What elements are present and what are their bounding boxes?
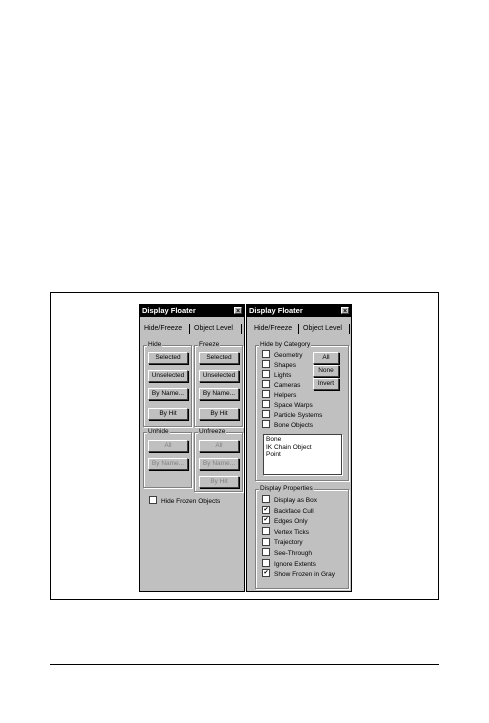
hide-group <box>143 341 192 427</box>
tab-object-level[interactable]: Object Level <box>303 325 342 332</box>
group-label: Hide by Category <box>260 341 311 348</box>
checkbox-label: Display as Box <box>274 497 317 504</box>
hide-by-category-group <box>255 341 349 481</box>
display-properties-group <box>255 485 349 589</box>
unfreeze-by-hit-button[interactable]: By Hit <box>199 476 239 488</box>
group-label: Display Properties <box>260 485 313 492</box>
checkbox-box[interactable] <box>262 548 270 556</box>
checkbox-box[interactable] <box>262 410 270 418</box>
checkbox-box[interactable] <box>262 370 270 378</box>
category-checkbox-helpers[interactable] <box>262 391 296 400</box>
checkbox-box[interactable] <box>262 527 270 535</box>
checkmark-icon[interactable]: ✔ <box>263 517 269 524</box>
unfreeze-by-name-button[interactable]: By Name... <box>199 458 239 470</box>
category-checkbox-geometry[interactable] <box>262 351 303 360</box>
category-invert-button[interactable]: Invert <box>313 378 339 390</box>
category-list[interactable] <box>263 434 342 475</box>
checkbox-label: Space Warps <box>274 402 313 409</box>
display-floater-hide-freeze-panel <box>139 304 245 592</box>
checkmark-icon[interactable]: ✔ <box>263 506 269 513</box>
checkbox-label: Cameras <box>274 382 301 389</box>
checkbox-box[interactable] <box>262 420 270 428</box>
tab-bar <box>142 321 242 336</box>
freeze-by-name-button[interactable]: By Name... <box>199 388 239 400</box>
checkbox-label: Geometry <box>274 352 303 359</box>
checkbox-box[interactable] <box>262 495 270 503</box>
tab-hide-freeze[interactable]: Hide/Freeze <box>254 325 293 332</box>
list-item[interactable]: IK Chain Object <box>266 443 312 451</box>
checkbox-box[interactable] <box>262 360 270 368</box>
checkbox-box[interactable] <box>262 350 270 358</box>
property-checkbox-see-through[interactable] <box>262 549 312 558</box>
checkbox-label: Shapes <box>274 362 297 369</box>
checkbox-box[interactable] <box>262 390 270 398</box>
freeze-selected-button[interactable]: Selected <box>199 352 239 364</box>
checkbox-label: Vertex Ticks <box>274 528 310 536</box>
list-item[interactable]: Point <box>266 451 281 458</box>
category-checkbox-lights[interactable] <box>262 371 291 380</box>
property-checkbox-backface-cull[interactable] <box>262 507 314 516</box>
checkbox-label: Edges Only <box>274 518 308 526</box>
checkbox-box[interactable] <box>149 496 157 504</box>
freeze-by-hit-button[interactable]: By Hit <box>199 408 239 420</box>
hide-frozen-objects-checkbox[interactable] <box>149 497 220 506</box>
tab-separator <box>189 324 190 334</box>
category-checkbox-cameras[interactable] <box>262 381 300 390</box>
checkbox-box[interactable] <box>262 380 270 388</box>
category-checkbox-shapes[interactable] <box>262 361 296 370</box>
checkbox-label: Lights <box>274 372 292 379</box>
checkbox-box[interactable] <box>262 400 270 408</box>
checkbox-label: Ignore Extents <box>274 560 316 568</box>
category-none-button[interactable]: None <box>313 365 339 377</box>
tab-separator <box>349 324 350 334</box>
window-title: Display Floater <box>142 306 196 315</box>
checkbox-label: Trajectory <box>274 539 303 547</box>
unhide-all-button[interactable]: All <box>148 440 188 452</box>
group-label: Unhide <box>148 428 169 435</box>
unhide-group <box>143 428 192 488</box>
checkbox-label: Helpers <box>274 392 297 399</box>
hide-selected-button[interactable]: Selected <box>148 352 188 364</box>
group-label: Hide <box>148 341 162 348</box>
property-checkbox-show-frozen-in-gray[interactable] <box>262 570 335 579</box>
title-bar[interactable] <box>247 305 351 317</box>
category-all-button[interactable]: All <box>313 352 339 364</box>
page-footer-rule <box>50 664 439 665</box>
list-item[interactable]: Bone <box>266 436 282 443</box>
property-checkbox-trajectory[interactable] <box>262 538 303 547</box>
category-checkbox-bone-objects[interactable] <box>262 421 313 430</box>
unfreeze-group <box>194 428 243 492</box>
checkbox-box[interactable] <box>262 538 270 546</box>
hide-unselected-button[interactable]: Unselected <box>148 370 188 382</box>
checkbox-label: Backface Cull <box>274 507 314 515</box>
tab-hide-freeze[interactable]: Hide/Freeze <box>144 325 183 332</box>
property-checkbox-display-as-box[interactable] <box>262 496 317 505</box>
freeze-unselected-button[interactable]: Unselected <box>199 370 239 382</box>
checkbox-label: Hide Frozen Objects <box>161 498 221 505</box>
checkbox-label: Bone Objects <box>274 422 314 429</box>
close-icon[interactable]: × <box>235 308 241 315</box>
property-checkbox-ignore-extents[interactable] <box>262 560 316 569</box>
checkbox-box[interactable] <box>262 559 270 567</box>
checkbox-label: See-Through <box>274 550 312 557</box>
hide-by-hit-button[interactable]: By Hit <box>148 408 188 420</box>
unhide-by-name-button[interactable]: By Name... <box>148 458 188 470</box>
checkbox-label: Show Frozen in Gray <box>274 571 336 579</box>
category-checkbox-space-warps[interactable] <box>262 401 313 410</box>
close-icon[interactable]: × <box>342 308 348 315</box>
group-label: Unfreeze <box>199 428 226 435</box>
freeze-group <box>194 341 243 427</box>
title-bar[interactable] <box>140 305 244 317</box>
display-floater-object-level-panel <box>246 304 352 592</box>
checkbox-label: Particle Systems <box>274 412 323 419</box>
group-label: Freeze <box>199 341 220 348</box>
tab-separator <box>298 324 299 334</box>
checkmark-icon[interactable]: ✔ <box>263 570 269 577</box>
property-checkbox-vertex-ticks[interactable] <box>262 528 309 537</box>
hide-by-name-button[interactable]: By Name... <box>148 388 188 400</box>
unfreeze-all-button[interactable]: All <box>199 440 239 452</box>
tab-object-level[interactable]: Object Level <box>194 325 233 332</box>
category-checkbox-particle-systems[interactable] <box>262 411 322 420</box>
property-checkbox-edges-only[interactable] <box>262 517 308 526</box>
tab-separator <box>241 324 242 334</box>
window-title: Display Floater <box>249 306 303 315</box>
tab-bar <box>249 321 349 336</box>
